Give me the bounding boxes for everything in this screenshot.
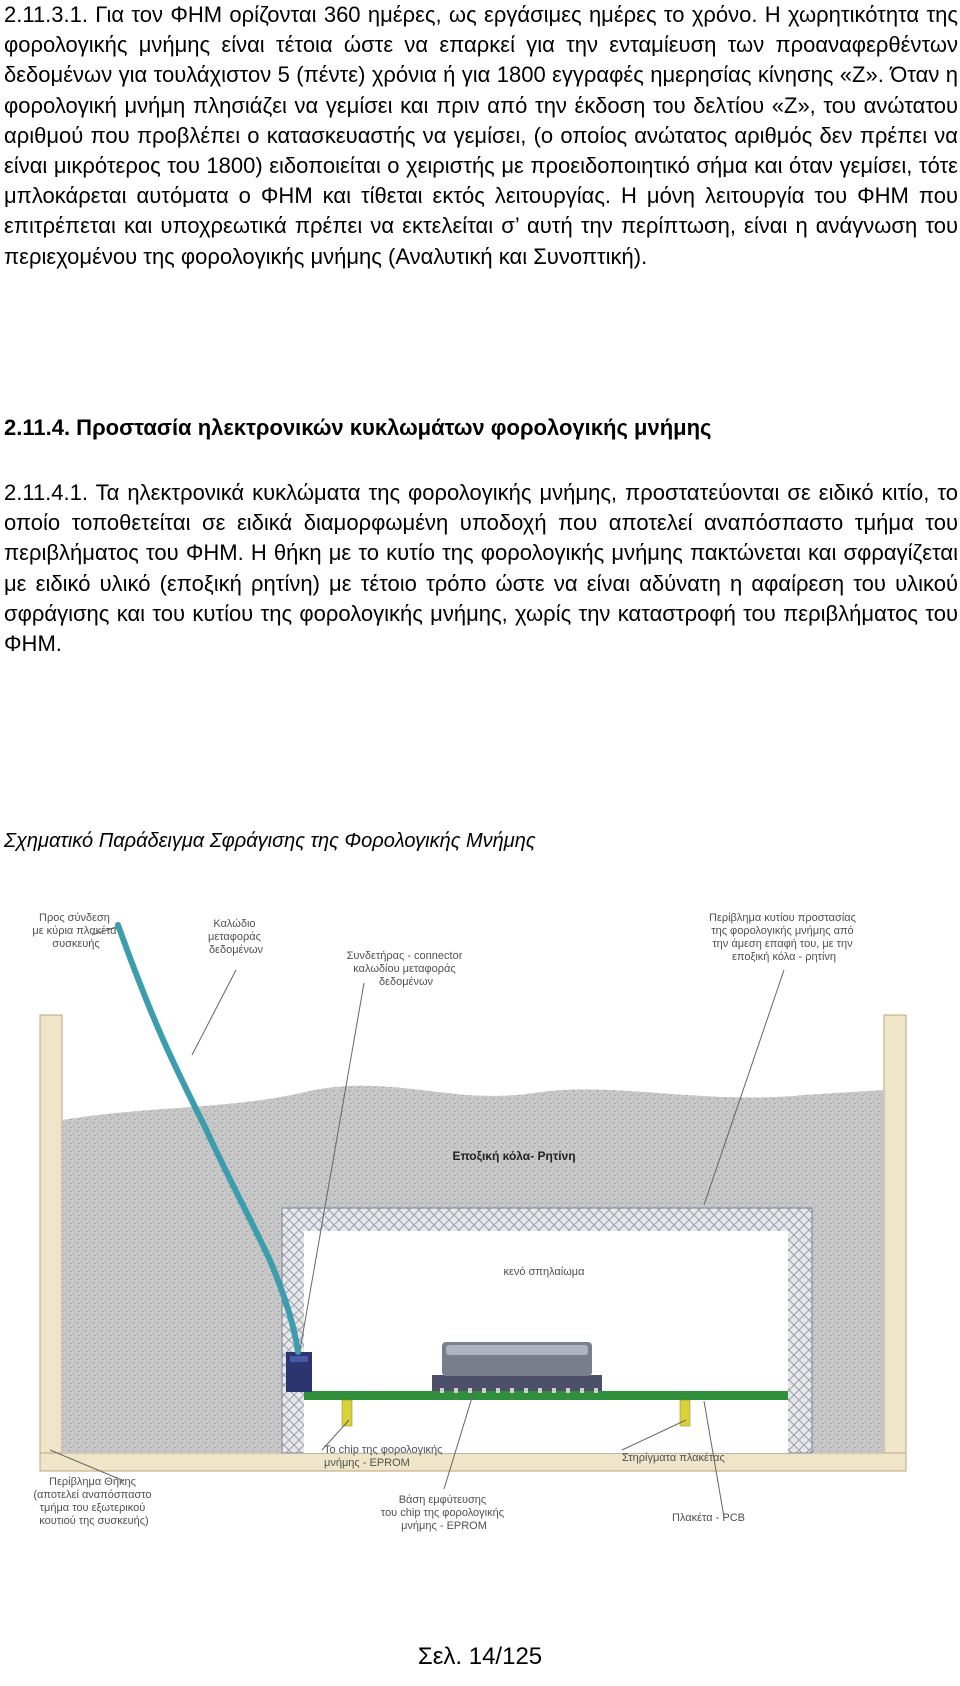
label-supports: Στηρίγματα πλακέτας <box>622 1452 725 1464</box>
case-enclosure-left-wall <box>40 1015 62 1470</box>
paragraph-2-11-4-1: 2.11.4.1. Τα ηλεκτρονικά κυκλώματα της φορολογικής μνήμης, προστατεύονται σε ειδικό κιτίο, το οποίο τοποθετείται σε ειδικά διαμορφωμένη υποδοχή που αποτελεί αναπόσπαστο τμήμα του περιβλήματος του ΦΗΜ. Η θήκη με το κυτίο της φορολογικής μνήμης πακτώνεται και σφραγίζεται με ειδικό υλικό (εποξική ρητίνη) με τέτοιο τρόπο ώστε να είναι αδύνατη η αφαίρεση του υλικού σφράγισης και του κυτίου της φορολογικής μνήμης, χωρίς την καταστροφή του περιβλήματος του ΦΗΜ. <box>4 480 958 657</box>
case-enclosure-right-wall <box>884 1015 906 1470</box>
paragraph-2-11-3-1: 2.11.3.1. Για τον ΦΗΜ ορίζονται 360 ημέρες, ως εργάσιμες ημέρες το χρόνο. Η χωρητικότητα της φορολογικής μνήμης είναι τέτοια ώστε να επαρκεί για την ενταμίευση των προαναφερθέντων δεδομένων για τουλάχιστον 5 (πέντε) χρόνια ή για 1800 εγγραφές ημερησίας κίνησης «Ζ». Όταν η φορολογική μνήμη πλησιάζει να γεμίσει και πριν από την έκδοση του δελτίου «Ζ», του ανώτατου αριθμού που προβλέπει ο κατασκευαστής να γεμίσει, (ο οποίος ανώτατος αριθμός δεν πρέπει να είναι μικρότερος του 1800) ειδοποιείται ο χειριστής με προειδοποιητικό σήμα και όταν γεμίσει, τότε μπλοκάρεται αυτόματα ο ΦΗΜ και τίθεται εκτός λειτουργίας. Η μόνη λειτουργία του ΦΗΜ που επιτρέπεται και υποχρεωτικά πρέπει να εκτελείται σ’ αυτή την περίπτωση, είναι η ανάγνωση του περιεχομένου της φορολογικής μνήμης (Αναλυτική και Συνοπτική). <box>4 2 958 269</box>
label-box-enclosure: Περίβλημα κυτίου προστασίας της φορολογικής μνήμης από την άμεση επαφή του, με την εποξική κόλα - ρητίνη <box>709 912 856 963</box>
figure-caption: Σχηματικό Παράδειγμα Σφράγισης της Φορολογικής Μνήμης <box>4 830 536 852</box>
label-to-main-board: Προς σύνδεση με κύρια πλακέτα συσκευής <box>32 912 117 950</box>
page-number: Σελ. 14/125 <box>417 1643 543 1670</box>
label-pcb: Πλακέτα - PCB <box>672 1512 745 1524</box>
sealing-diagram <box>4 905 958 1553</box>
label-data-cable: Καλώδιο μεταφοράς δεδομένων <box>207 918 264 956</box>
label-void: κενό σπηλαίωμα <box>503 1266 585 1278</box>
label-socket: Βάση εμφύτευσης του chip της φορολογικής μνήμης - EPROM <box>380 1494 505 1532</box>
label-connector: Συνδετήρας - connector καλωδίου μεταφοράς δεδομένων <box>346 950 463 988</box>
label-eprom-chip: Το chip της φορολογικής μνήμης - EPROM <box>324 1444 443 1469</box>
label-epoxy: Εποξική κόλα- Ρητίνη <box>452 1149 576 1163</box>
pcb-board <box>304 1391 788 1400</box>
label-case-enclosure: Περίβλημα Θήκης (αποτελεί αναπόσπαστο τμήμα του εξωτερικού κουτιού της συσκευής) <box>33 1476 152 1527</box>
case-enclosure-bottom <box>40 1453 906 1471</box>
section-heading-2-11-4: 2.11.4. Προστασία ηλεκτρονικών κυκλωμάτων φορολογικής μνήμης <box>4 415 712 440</box>
